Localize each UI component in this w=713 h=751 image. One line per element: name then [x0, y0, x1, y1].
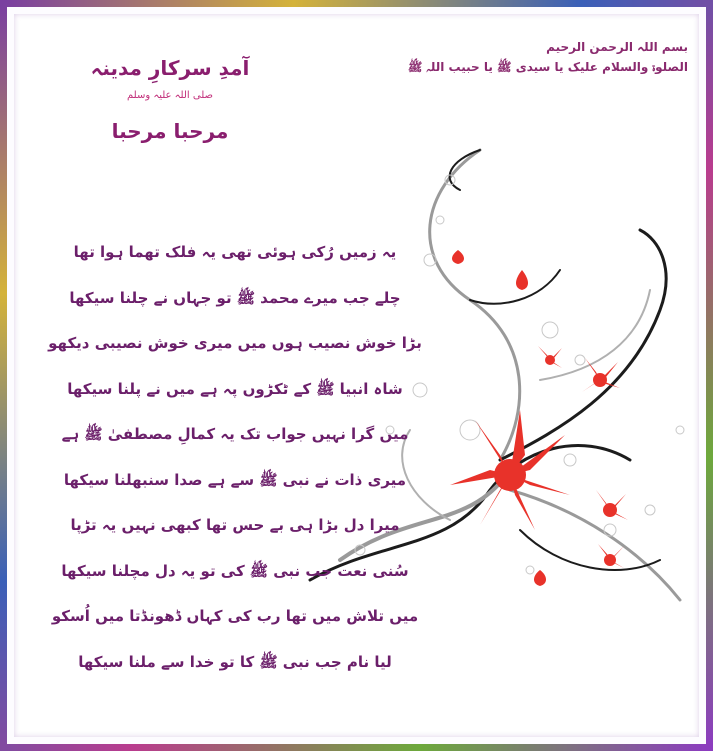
poem-line: یہ زمیں رُکی ہوئی تھی یہ فلک تھما ہوا تھا: [73, 243, 397, 261]
honorific-text: صلی اللہ علیہ وسلم: [127, 90, 213, 101]
header-calligraphy: [372, 40, 688, 77]
poem-line: میرا دل بڑا ہی بے حس تھا کبھی نہیں یہ تڑپا: [70, 516, 400, 534]
main-flower: [450, 410, 570, 530]
bismillah-text: بسم اللہ الرحمن الرحیم: [546, 40, 688, 54]
bud-2: [452, 250, 464, 264]
page-title: آمدِ سرکارِ مدینہ: [90, 56, 250, 80]
flower-small-4: [538, 346, 562, 368]
bud-1: [516, 270, 528, 290]
flower-small-1: [582, 358, 620, 392]
marhaba-text: مرحبا مرحبا: [111, 119, 229, 143]
poem-line: میں گرا نہیں جواب تک یہ کمالِ مصطفیٰ ﷺ ہے: [61, 425, 409, 443]
poem-line: میری ذات نے نبی ﷺ سے ہے صدا سنبھلنا سیکھا: [63, 470, 407, 489]
title-block: [70, 56, 270, 143]
flower-small-3: [598, 544, 624, 568]
poem-line: لیا نام جب نبی ﷺ کا تو خدا سے ملنا سیکھا: [78, 652, 392, 671]
poem-line: میں تلاش میں تھا رب کی کہاں ڈھونڈتا میں اُسکو: [51, 607, 419, 625]
poem-line: چلے جب میرے محمد ﷺ تو جہاں نے چلنا سیکھا: [69, 288, 401, 307]
poem-line: شاہ انبیا ﷺ کے ٹکڑوں پہ ہے میں نے پلنا سیکھا: [67, 379, 403, 398]
poem-line: بڑا خوش نصیب ہوں میں میری خوش نصیبی دیکھو: [48, 334, 422, 352]
flower-small-2: [594, 490, 628, 522]
red-flowers: [450, 250, 628, 586]
poem-line: سُنی نعت جب نبی ﷺ کی تو یہ دل مچلنا سیکھا: [61, 561, 409, 580]
salutation-text: الصلوۃ والسلام علیک یا سیدی ﷺ یا حبیب اللہ ﷺ: [407, 60, 688, 74]
bud-3: [534, 570, 546, 586]
poem-block: [20, 240, 450, 695]
